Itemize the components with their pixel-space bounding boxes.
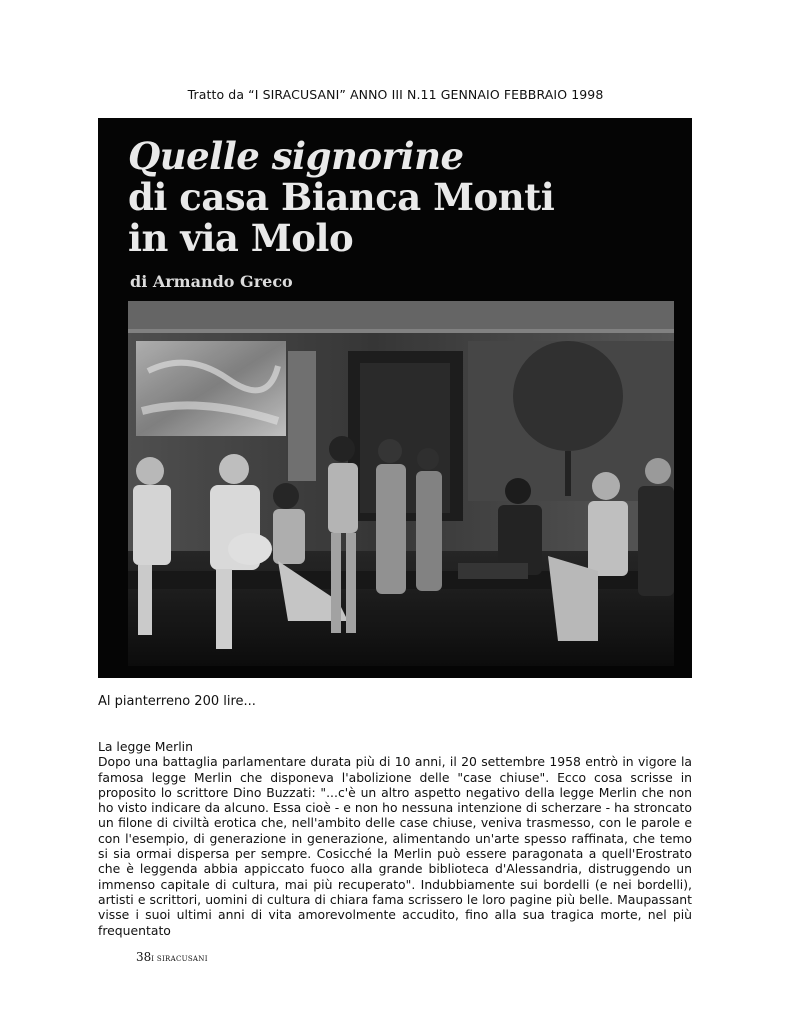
page-footer: [136, 946, 208, 965]
headline-line-1: Quelle signorine: [128, 134, 464, 178]
brothel-group-photograph: [128, 301, 674, 666]
headline-line-3: in via Molo: [128, 216, 354, 260]
article-clipping: [98, 118, 692, 678]
headline-line-2: di casa Bianca Monti: [128, 175, 555, 219]
article-heading: La legge Merlin: [98, 739, 193, 754]
magazine-name: I SIRACUSANI: [151, 955, 208, 963]
source-citation: Tratto da “I SIRACUSANI” ANNO III N.11 GENNAIO FEBBRAIO 1998: [187, 87, 604, 102]
photo-caption: Al pianterreno 200 lire...: [98, 694, 256, 709]
clipping-byline: di Armando Greco: [130, 272, 293, 291]
page-number: 38: [136, 950, 152, 964]
clipping-headline: [128, 136, 554, 259]
article-body: Dopo una battaglia parlamentare durata più di 10 anni, il 20 settembre 1958 entrò in vigore la famosa legge Merlin che disponeva l'abolizione delle "case chiuse". Ecco cosa scrisse in proposito lo scrittore Dino Buzzati: "...c'è un altro aspetto negativo della legge Merlin che non ho visto indicare da alcuno. Essa cioè - e non ho nessuna intenzione di scherzare - ha stroncato un filone di civiltà erotica che, nell'ambito delle case chiuse, veniva trasmesso, con le parole e con l'esempio, di generazione in generazione, alimentando un'arte spesso raffinata, che temo si sia ormai dispersa per sempre. Cosicché la Merlin può essere paragonata a quell'Erostrato che è leggenda abbia appiccato fuoco alla grande biblioteca d'Alessandria, distruggendo un immenso capitale di cultura, mai più recuperato". Indubbiamente sui bordelli (e nei bordelli), artisti e scrittori, uomini di cultura di chiara fama scrissero le loro pagine più belle. Maupassant visse i suoi ultimi anni di vita amorevolmente accudito, fino alla sua tragica morte, nel più frequentato: [98, 754, 692, 938]
article-text: [98, 739, 692, 938]
